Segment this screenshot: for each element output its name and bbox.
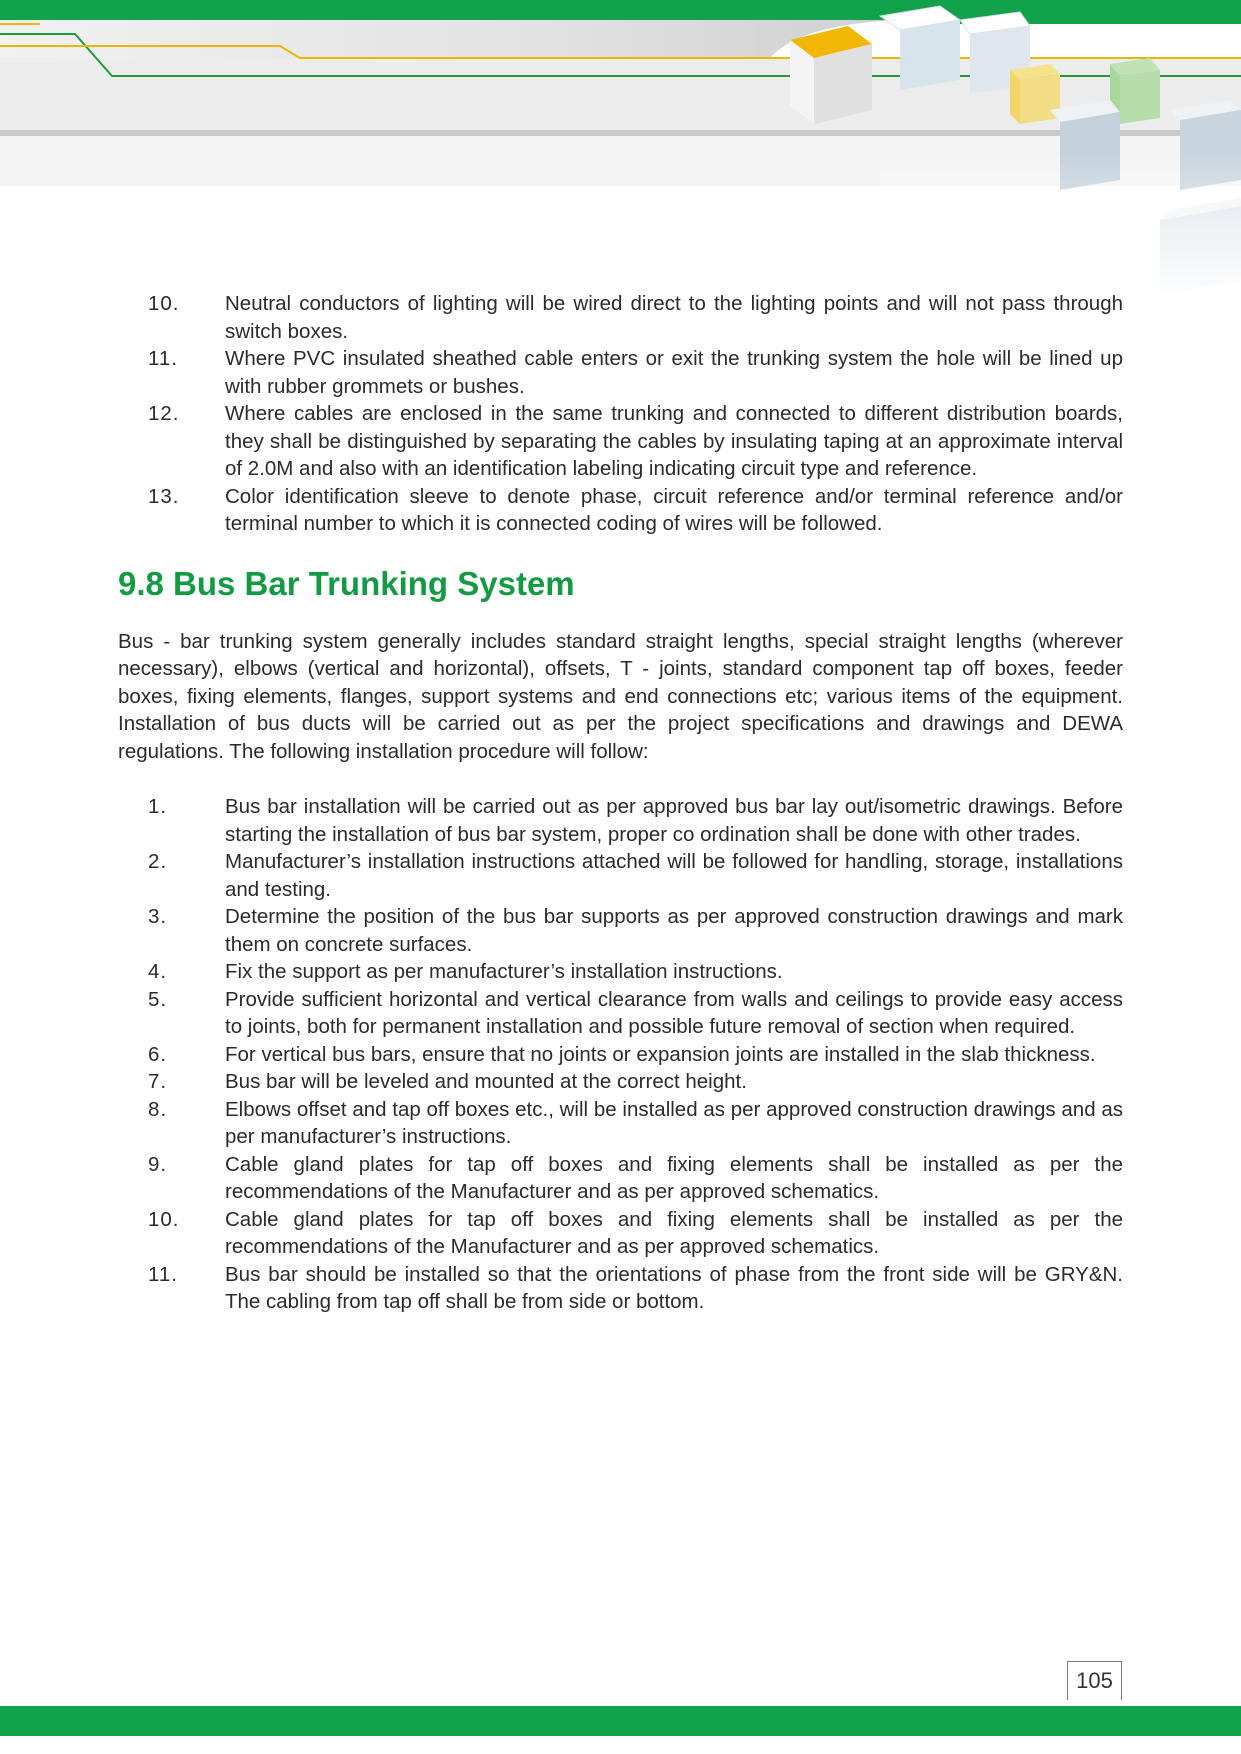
list-item-number: 10. [148, 1207, 180, 1231]
list-item [118, 1096, 1123, 1151]
list-item-text: For vertical bus bars, ensure that no joints or expansion joints are installed in the slab thickness. [225, 1042, 1096, 1066]
list-item-text: Fix the support as per manufacturer’s installation instructions. [225, 960, 783, 983]
list-item-text: Neutral conductors of lighting will be wired direct to the lighting points and will not pass through switch boxes. [225, 292, 1123, 343]
list-item-text: Cable gland plates for tap off boxes and fixing elements shall be installed as per the recommendations of the Manufacturer and as per approved schematics. [225, 1207, 1123, 1258]
section-heading: 9.8 Bus Bar Trunking System [118, 564, 575, 602]
list-item-number: 3. [148, 905, 168, 928]
list-item-number: 5. [148, 987, 168, 1011]
list-item [118, 986, 1123, 1041]
list-item-text: Color identification sleeve to denote phase, circuit reference and/or terminal reference and/or terminal number to which it is connected coding of wires will be followed. [225, 484, 1123, 535]
list-item-number: 10. [148, 292, 180, 315]
list-item [118, 400, 1123, 483]
list-item [118, 903, 1123, 958]
section-intro-paragraph: Bus - bar trunking system generally includes standard straight lengths, special straight lengths (wherever necessary), elbows (vertical and horizontal), offsets, T - joints, standard component tap off boxes, feeder boxes, fixing elements, flanges, support systems and end connections etc; various items of the equipment. Installation of bus ducts will be carried out as per the project specifications and drawings and DEWA regulations. The following installation procedure will follow: [118, 629, 1123, 763]
list-item-number: 11. [148, 347, 178, 370]
list-item [118, 1206, 1123, 1261]
list-item-number: 11. [148, 1262, 178, 1286]
footer-bar [0, 1706, 1241, 1736]
list-item-text: Bus bar will be leveled and mounted at the correct height. [225, 1070, 747, 1093]
list-item [118, 1261, 1123, 1316]
list-item-number: 2. [148, 850, 168, 873]
list-item [118, 793, 1123, 848]
list-item-text: Bus bar installation will be carried out as per approved bus bar lay out/isometric drawings. Before starting the installation of bus bar system, proper co ordination shall be done with other trades. [225, 795, 1123, 846]
list-item-text: Where PVC insulated sheathed cable enters or exit the trunking system the hole will be lined up with rubber grommets or bushes. [225, 347, 1123, 398]
list-item [118, 1041, 1123, 1069]
list-item-number: 13. [148, 484, 180, 508]
list-item [118, 345, 1123, 400]
list-item-number: 8. [148, 1097, 168, 1121]
list-item-text: Cable gland plates for tap off boxes and fixing elements shall be installed as per the recommendations of the Manufacturer and as per approved schematics. [225, 1152, 1123, 1203]
list-item-text: Manufacturer’s installation instructions attached will be followed for handling, storage, installations and testing. [225, 850, 1123, 901]
list-item-number: 12. [148, 402, 180, 425]
list-item [118, 290, 1123, 345]
list-item-number: 6. [148, 1042, 168, 1066]
list-item [118, 1151, 1123, 1206]
list-item-number: 9. [148, 1152, 168, 1176]
list-item-text: Where cables are enclosed in the same trunking and connected to different distribution boards, they shall be distinguished by separating the cables by insulating taping at an approximate interval of 2.0M and also with an identification labeling indicating circuit type and reference. [225, 402, 1123, 480]
page-number: 105 [1067, 1661, 1122, 1700]
list-item-number: 7. [148, 1070, 168, 1093]
page-content [118, 290, 1123, 1316]
list-item [118, 1068, 1123, 1096]
list-item-number: 1. [148, 795, 168, 818]
list-item-text: Bus bar should be installed so that the orientations of phase from the front side will be GRY&N. The cabling from tap off shall be from side or bottom. [225, 1262, 1123, 1313]
list-item-text: Provide sufficient horizontal and vertical clearance from walls and ceilings to provide easy access to joints, both for permanent installation and possible future removal of section when required. [225, 987, 1123, 1038]
list-item [118, 483, 1123, 538]
header-decoration [0, 0, 1241, 310]
installation-list-continued [118, 290, 1123, 538]
bus-bar-procedure-list [118, 793, 1123, 1316]
list-item-text: Determine the position of the bus bar supports as per approved construction drawings and mark them on concrete surfaces. [225, 905, 1123, 956]
list-item [118, 848, 1123, 903]
list-item-number: 4. [148, 960, 168, 983]
list-item [118, 958, 1123, 986]
list-item-text: Elbows offset and tap off boxes etc., will be installed as per approved construction drawings and as per manufacturer’s instructions. [225, 1097, 1123, 1148]
